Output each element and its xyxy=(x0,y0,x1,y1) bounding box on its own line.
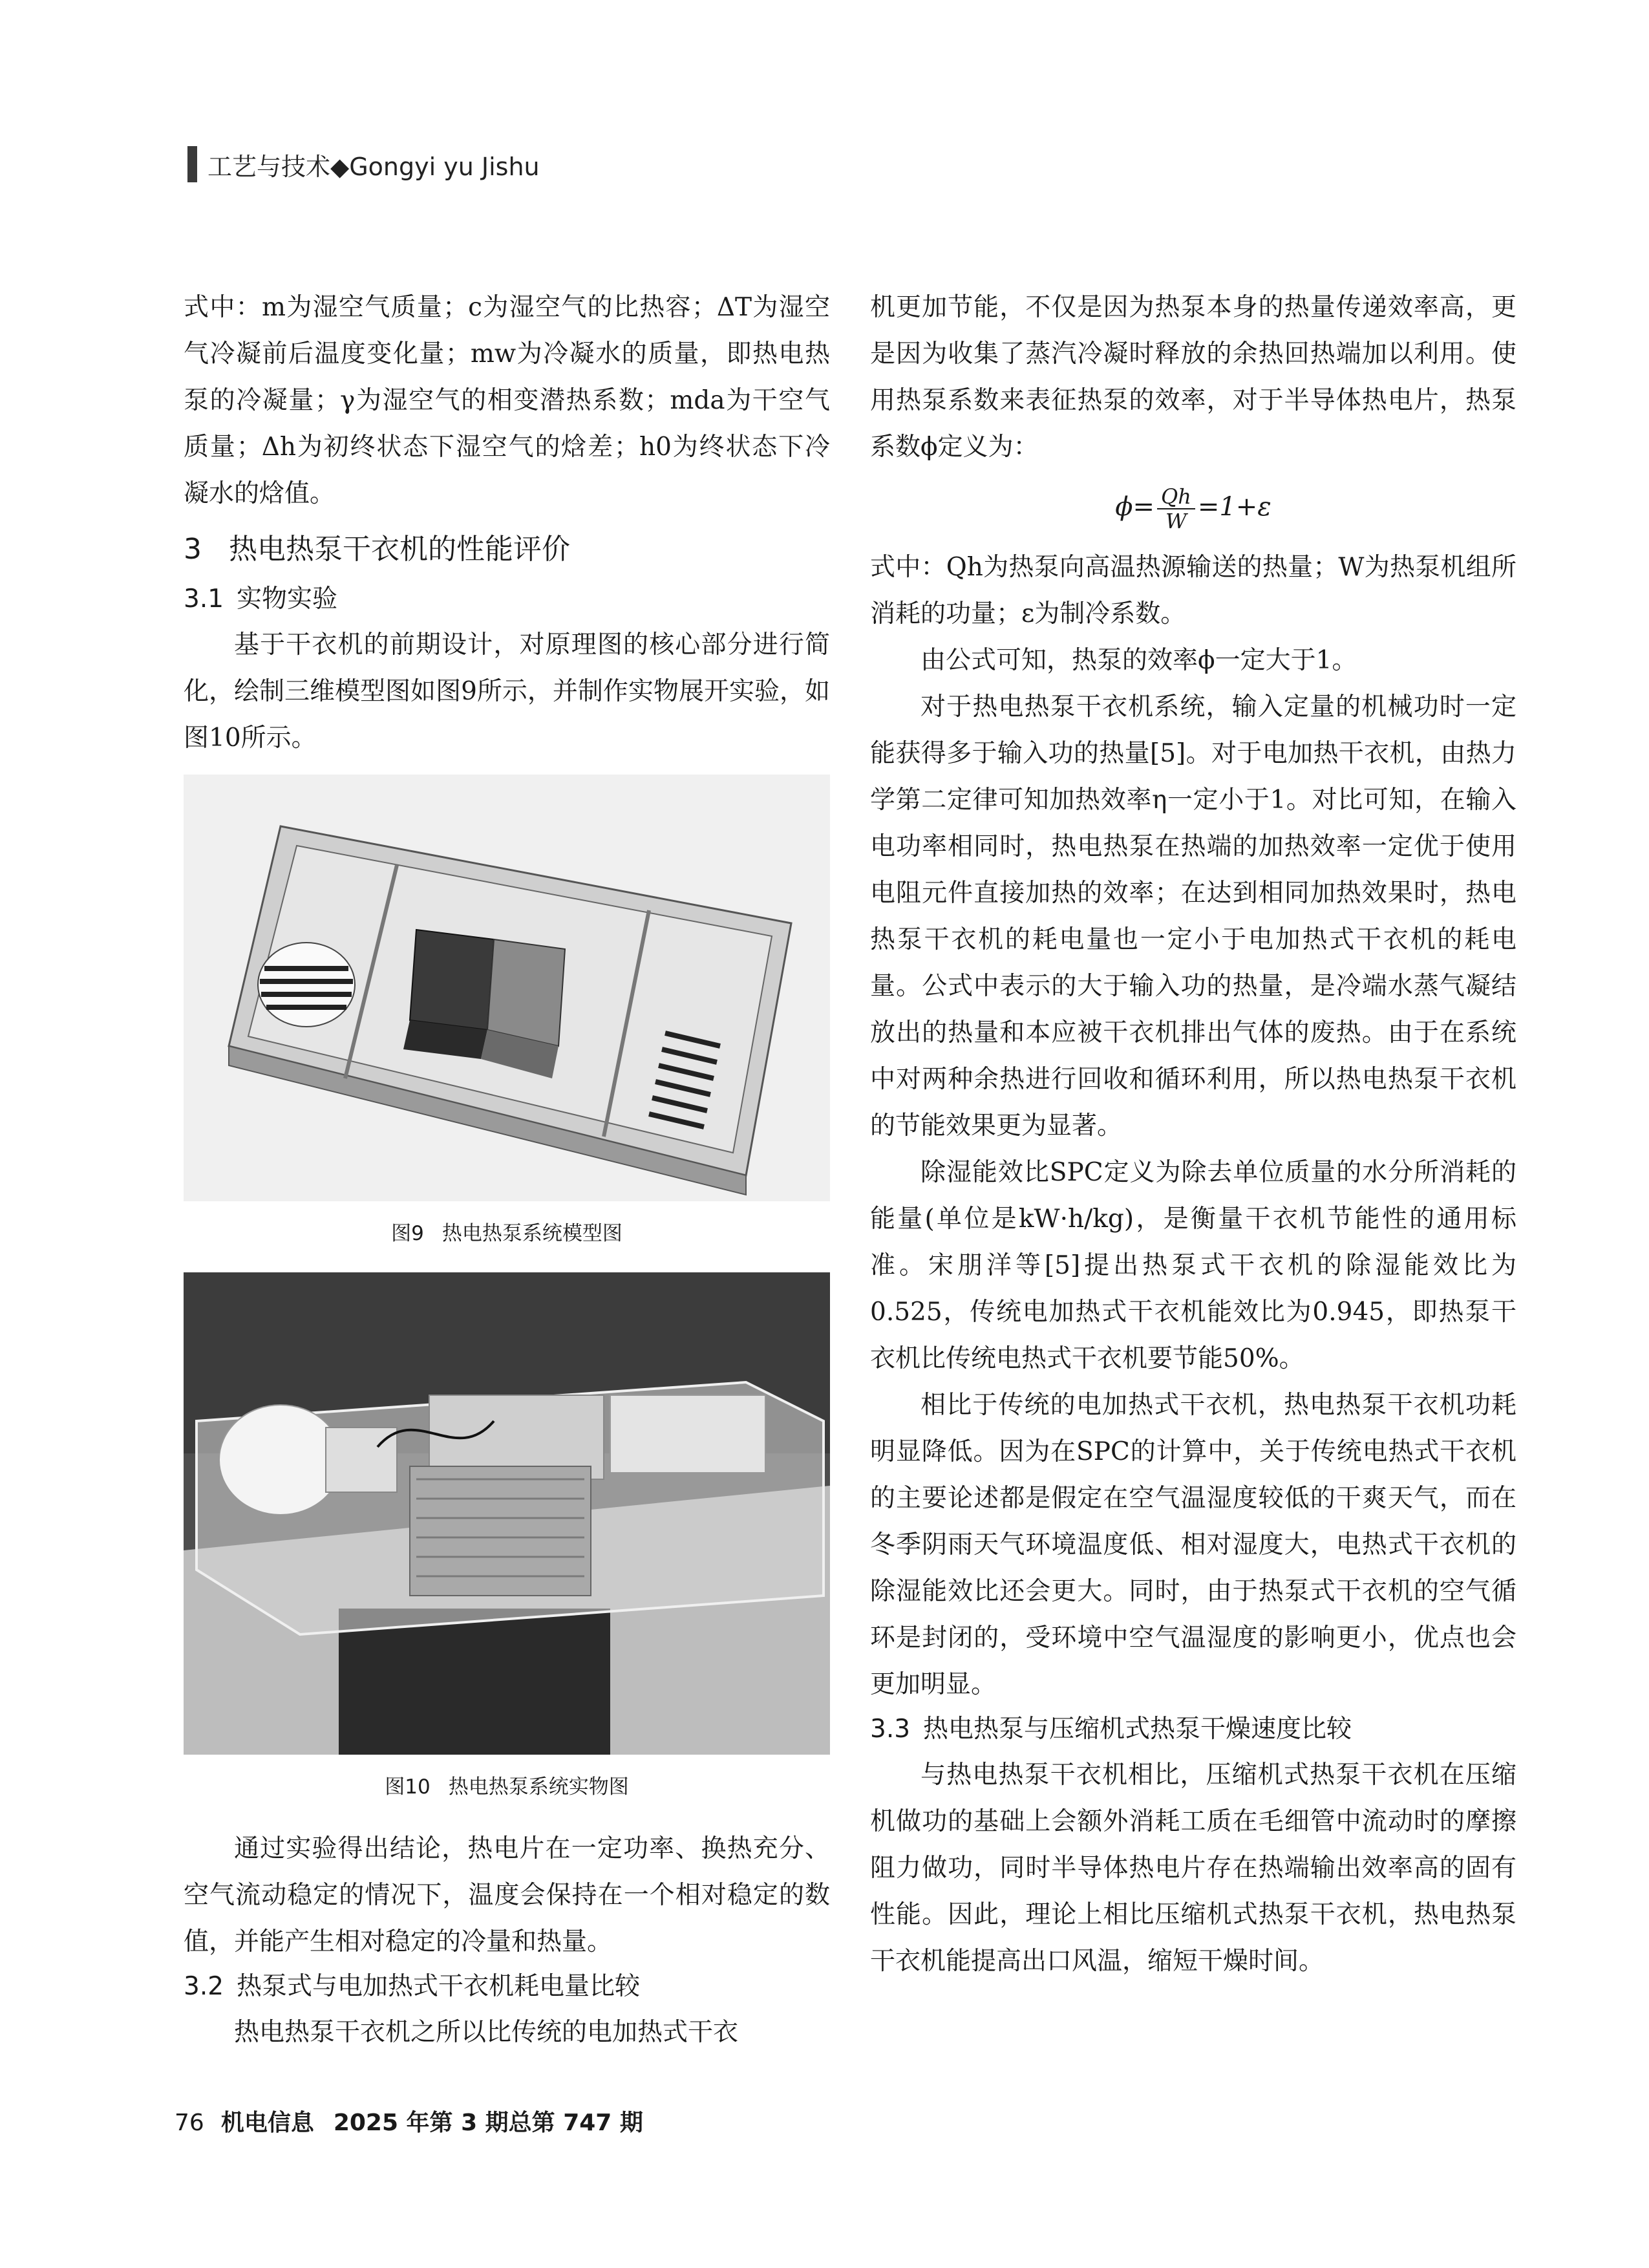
heat-pump-coefficient-formula xyxy=(870,485,1516,533)
figure-caption-text: 热电热泵系统模型图 xyxy=(442,1222,622,1245)
paragraph-3-2-start: 热电热泵干衣机之所以比传统的电加热式干衣 xyxy=(234,2018,739,2047)
subsection-number: 3.2 xyxy=(184,1972,224,2001)
figure-9-model-image xyxy=(184,775,830,1201)
variable-definitions: 式中：m为湿空气质量；c为湿空气的比热容；ΔT为湿空气冷凝前后温度变化量；mw为冷凝水的质量，即热电热泵的冷凝量；γ为湿空气的相变潜热系数；mda为干空气质量；Δh为初终状态下湿空气的焓差；h0为终状态下冷凝水的焓值。 xyxy=(184,293,830,508)
formula-lhs: ϕ= xyxy=(1115,492,1154,522)
subsection-3-3-heading xyxy=(870,1711,1516,1748)
header-bar xyxy=(187,146,197,182)
section-title: 热电热泵干衣机的性能评价 xyxy=(229,533,570,566)
section-3-heading xyxy=(184,530,830,569)
page-footer xyxy=(175,2104,643,2137)
subsection-3-2-heading xyxy=(184,1968,830,2006)
subsection-title: 热电热泵与压缩机式热泵干燥速度比较 xyxy=(923,1715,1352,1744)
subsection-title: 实物实验 xyxy=(237,584,338,614)
paragraph-3-3: 与热电热泵干衣机相比，压缩机式热泵干衣机在压缩机做功的基础上会额外消耗工质在毛细管中流动时的摩擦阻力做功，同时半导体热电片存在热端输出效率高的固有性能。因此，理论上相比压缩机式热泵干衣机，热电热泵干衣机能提高出口风温，缩短干燥时间。 xyxy=(870,1760,1516,1976)
formula-fraction xyxy=(1157,485,1195,533)
paragraph-3-2-continued: 机更加节能，不仅是因为热泵本身的热量传递效率高，更是因为收集了蒸汽冷凝时释放的余热回热端加以利用。使用热泵系数来表征热泵的效率，对于半导体热电片，热泵系数ϕ定义为： xyxy=(870,293,1516,462)
journal-name: 机电信息 xyxy=(220,2110,314,2136)
heat-pump-prototype-photo xyxy=(184,1272,830,1755)
paragraph-power: 相比于传统的电加热式干衣机，热电热泵干衣机功耗明显降低。因为在SPC的计算中，关于传统电热式干衣机的主要论述都是假定在空气温湿度较低的干爽天气，而在冬季阴雨天气环境温度低、相对湿度大，电热式干衣机的除湿能效比还会更大。同时，由于热泵式干衣机的空气循环是封闭的，受环境中空气温湿度的影响更小，优点也会更加明显。 xyxy=(870,1391,1516,1699)
right-column xyxy=(870,284,1516,1985)
figure-caption-text: 热电热泵系统实物图 xyxy=(448,1775,629,1799)
paragraph-compare: 对于热电热泵干衣机系统，输入定量的机械功时一定能获得多于输入功的热量[5]。对于电加热干衣机，由热力学第二定律可知加热效率η一定小于1。对比可知，在输入电功率相同时，热电热泵在热端的加热效率一定优于使用电阻元件直接加热的效率；在达到相同加热效果时，热电热泵干衣机的耗电量也一定小于电加热式干衣机的耗电量。公式中表示的大于输入功的热量，是冷端水蒸气凝结放出的热量和本应被干衣机排出气体的废热。由于在系统中对两种余热进行回收和循环利用，所以热电热泵干衣机的节能效果更为显著。 xyxy=(870,692,1516,1140)
header-text: 工艺与技术◆Gongyi yu Jishu xyxy=(207,152,540,181)
issue-info: 2025 年第 3 期总第 747 期 xyxy=(333,2110,643,2136)
formula-denominator: W xyxy=(1165,509,1187,533)
paragraph-spc: 除湿能效比SPC定义为除去单位质量的水分所消耗的能量(单位是kW·h/kg)，是衡量干衣机节能性的通用标准。宋朋洋等[5]提出热泵式干衣机的除湿能效比为0.525，传统电加热式干衣机能效比为0.945，即热泵干衣机比传统电热式干衣机要节能50%。 xyxy=(870,1158,1516,1373)
figure-number: 图10 xyxy=(385,1775,431,1799)
subsection-number: 3.3 xyxy=(870,1715,911,1744)
formula-numerator: Qh xyxy=(1157,485,1195,509)
section-number: 3 xyxy=(184,533,202,566)
subsection-number: 3.1 xyxy=(184,584,224,614)
heat-pump-model-rendering xyxy=(184,775,830,1201)
subsection-3-1-heading xyxy=(184,581,830,618)
paragraph-conclusion: 通过实验得出结论，热电片在一定功率、换热充分、空气流动稳定的情况下，温度会保持在一个相对稳定的数值，并能产生相对稳定的冷量和热量。 xyxy=(184,1834,830,1956)
left-column xyxy=(184,284,830,2056)
paragraph-3-1: 基于干衣机的前期设计，对原理图的核心部分进行简化，绘制三维模型图如图9所示，并制作实物展开实验，如图10所示。 xyxy=(184,630,830,753)
running-header xyxy=(187,146,540,182)
subsection-title: 热泵式与电加热式干衣机耗电量比较 xyxy=(237,1972,641,2001)
page-number: 76 xyxy=(175,2110,204,2136)
figure-number: 图9 xyxy=(391,1222,424,1245)
formula-definitions: 式中：Qh为热泵向高温热源输送的热量；W为热泵机组所消耗的功量；ε为制冷系数。 xyxy=(870,553,1516,628)
formula-rhs: =1+ε xyxy=(1197,492,1271,522)
figure-9-caption xyxy=(184,1219,830,1248)
paragraph-efficiency: 由公式可知，热泵的效率ϕ一定大于1。 xyxy=(920,646,1357,675)
figure-10-caption xyxy=(184,1773,830,1801)
figure-10-photo xyxy=(184,1272,830,1755)
